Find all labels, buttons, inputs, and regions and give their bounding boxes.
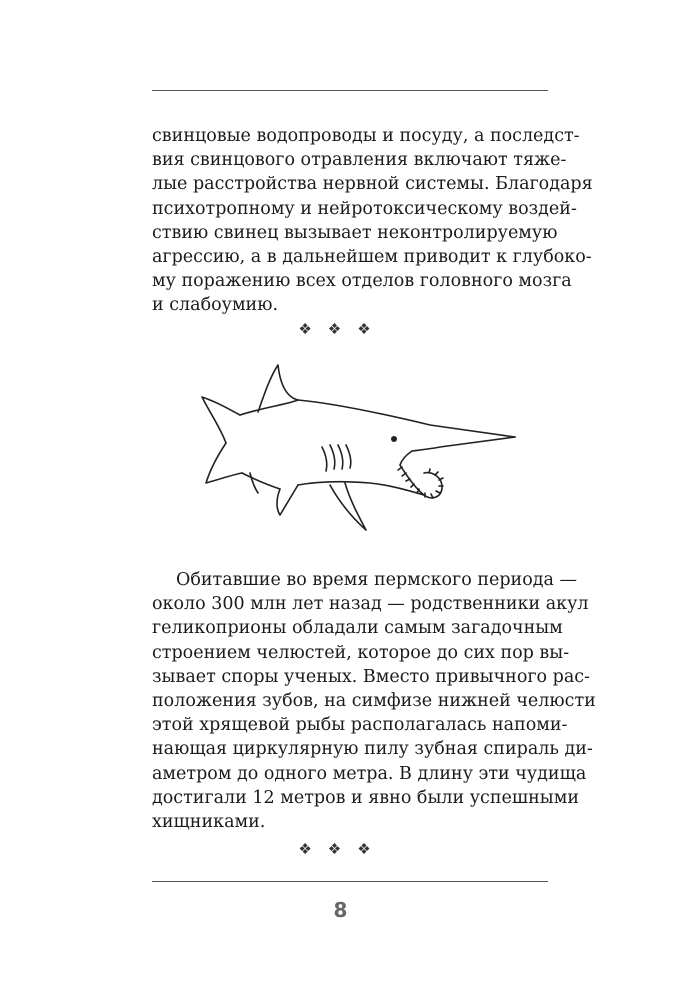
text-line: геликоприоны обладали самым загадочным xyxy=(152,618,563,639)
footer-rule xyxy=(152,881,548,882)
section-separator xyxy=(0,320,681,338)
diamond-ornament-icon: ❖ xyxy=(298,320,324,338)
text-line: положения зубов, на симфизе нижней челюсти xyxy=(152,690,596,711)
paragraph-helicoprion xyxy=(152,568,596,834)
diamond-ornament-icon: ❖ xyxy=(298,840,324,858)
text-line: нающая циркулярную пилу зубная спираль ди- xyxy=(152,739,593,760)
helicoprion-illustration xyxy=(180,355,520,545)
text-line: вия свинцового отравления включают тяже- xyxy=(152,150,567,171)
header-rule xyxy=(152,90,548,91)
text-line: свинцовые водопроводы и посуду, а последст- xyxy=(152,126,580,146)
text-line: зывает споры ученых. Вместо привычного рас- xyxy=(152,666,590,687)
text-line: лые расстройства нервной системы. Благодаря xyxy=(152,174,593,195)
text-line: психотропному и нейротоксическому воздей- xyxy=(152,198,577,219)
diamond-ornament-icon: ❖ xyxy=(327,320,354,338)
page-number: 8 xyxy=(333,898,348,922)
text-line: ствию свинец вызывает неконтролируемую xyxy=(152,222,558,243)
text-line: Обитавшие во время пермского периода — xyxy=(176,570,578,590)
diamond-ornament-icon: ❖ xyxy=(327,840,354,858)
text-line: этой хрящевой рыбы располагалась напоми- xyxy=(152,715,568,736)
diamond-ornament-icon: ❖ xyxy=(357,840,383,858)
text-line: хищниками. xyxy=(152,811,266,832)
paragraph-lead-poisoning xyxy=(152,124,593,318)
text-line: около 300 млн лет назад — родственники акул xyxy=(152,594,589,615)
text-line: аметром до одного метра. В длину эти чудища xyxy=(152,763,587,784)
text-line: строением челюстей, которое до сих пор вы- xyxy=(152,642,570,663)
section-separator xyxy=(0,840,681,858)
shark-eye xyxy=(391,436,397,442)
text-line: му поражению всех отделов головного мозга xyxy=(152,271,572,292)
text-line: достигали 12 метров и явно были успешными xyxy=(152,787,579,808)
diamond-ornament-icon: ❖ xyxy=(357,320,383,338)
text-line: агрессию, а в дальнейшем приводит к глубоко- xyxy=(152,246,592,267)
text-line: и слабоумию. xyxy=(152,295,279,316)
